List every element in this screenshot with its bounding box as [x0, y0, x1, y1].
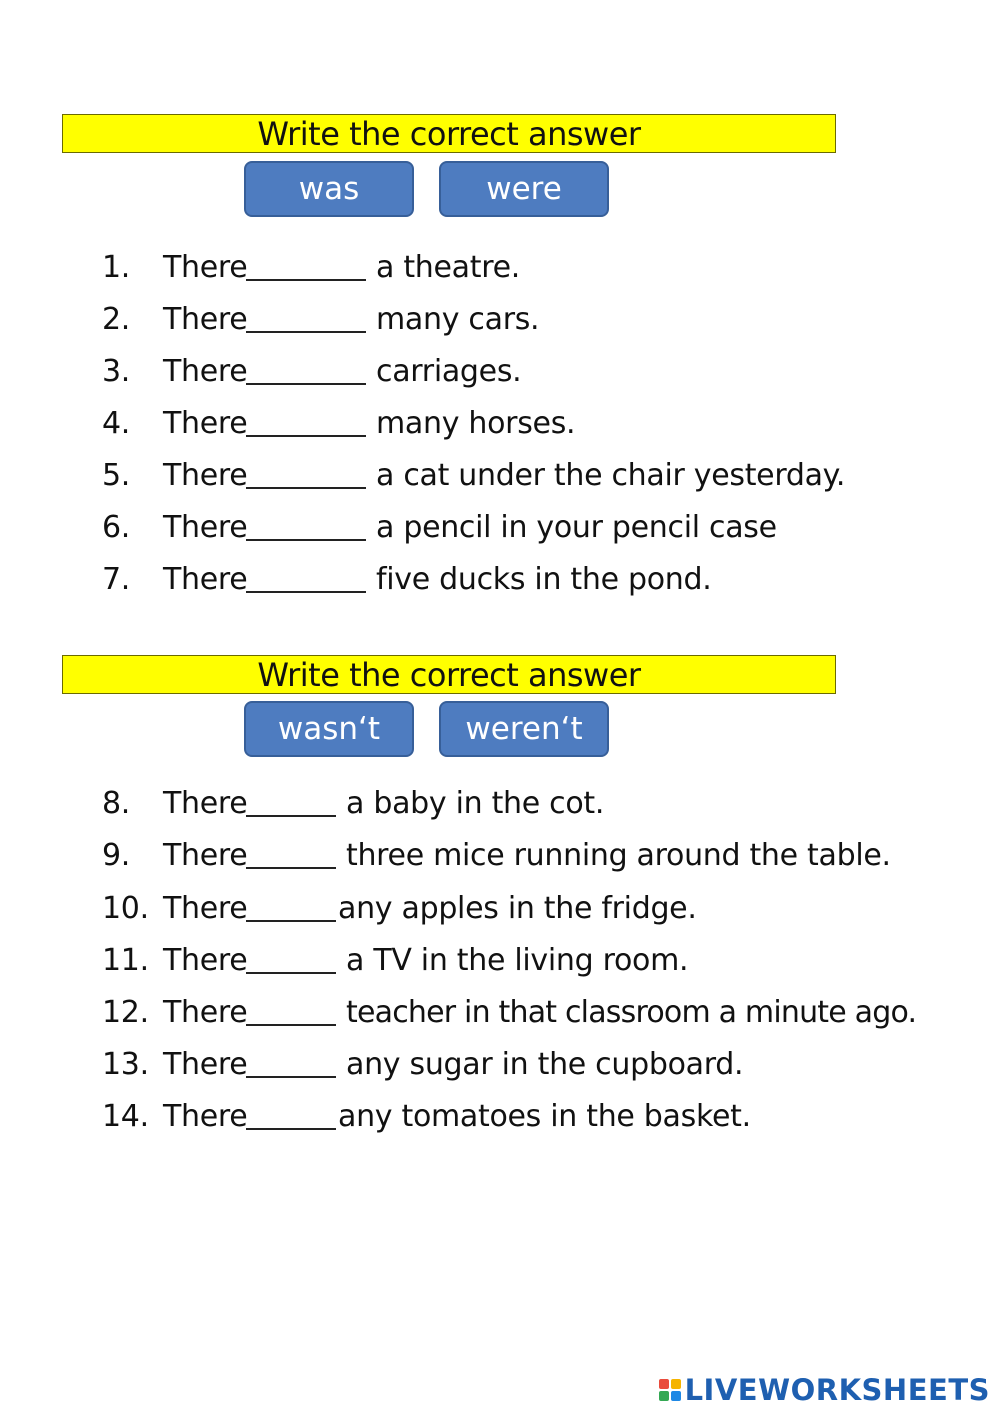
item-start: There [163, 353, 248, 389]
answer-blank[interactable] [246, 461, 366, 489]
logo-square [671, 1379, 681, 1389]
logo-square [659, 1379, 669, 1389]
section1-title: Write the correct answer [62, 114, 836, 153]
answer-blank[interactable] [246, 1050, 336, 1078]
answer-blank[interactable] [246, 1102, 336, 1130]
item-number: 4. [102, 405, 131, 441]
item-number: 10. [102, 890, 149, 926]
item-rest: carriages. [376, 353, 522, 389]
answer-blank[interactable] [246, 305, 366, 333]
option-was-button[interactable]: was [244, 161, 414, 217]
answer-blank[interactable] [246, 357, 366, 385]
answer-blank[interactable] [246, 998, 336, 1026]
answer-blank[interactable] [246, 409, 366, 437]
answer-blank[interactable] [246, 946, 336, 974]
item-number: 13. [102, 1046, 149, 1082]
item-rest: a pencil in your pencil case [376, 509, 777, 545]
liveworksheets-logo[interactable] [659, 1373, 990, 1407]
item-number: 7. [102, 561, 131, 597]
item-rest: any apples in the fridge. [338, 890, 697, 926]
item-number: 12. [102, 994, 149, 1030]
item-rest: three mice running around the table. [346, 837, 891, 873]
item-number: 6. [102, 509, 131, 545]
item-number: 2. [102, 301, 131, 337]
item-number: 9. [102, 837, 131, 873]
item-number: 1. [102, 249, 131, 285]
item-rest: a theatre. [376, 249, 520, 285]
item-start: There [163, 994, 248, 1030]
item-rest: any sugar in the cupboard. [346, 1046, 744, 1082]
item-start: There [163, 509, 248, 545]
item-number: 14. [102, 1098, 149, 1134]
logo-squares-icon [659, 1379, 681, 1401]
item-rest: a cat under the chair yesterday. [376, 457, 846, 493]
item-rest: many horses. [376, 405, 576, 441]
answer-blank[interactable] [246, 253, 366, 281]
item-start: There [163, 837, 248, 873]
item-number: 8. [102, 785, 131, 821]
answer-blank[interactable] [246, 565, 366, 593]
item-rest: a baby in the cot. [346, 785, 605, 821]
logo-square [659, 1391, 669, 1401]
item-start: There [163, 301, 248, 337]
item-number: 3. [102, 353, 131, 389]
item-start: There [163, 1046, 248, 1082]
option-were-button[interactable]: were [439, 161, 609, 217]
item-start: There [163, 890, 248, 926]
item-start: There [163, 561, 248, 597]
item-rest: any tomatoes in the basket. [338, 1098, 751, 1134]
item-rest: five ducks in the pond. [376, 561, 712, 597]
item-start: There [163, 785, 248, 821]
item-start: There [163, 405, 248, 441]
brand-name: LIVEWORKSHEETS [684, 1373, 990, 1407]
option-wasnt-button[interactable]: wasn‘t [244, 701, 414, 757]
answer-blank[interactable] [246, 894, 336, 922]
item-rest: many cars. [376, 301, 540, 337]
section2-title: Write the correct answer [62, 655, 836, 694]
item-rest: a TV in the living room. [346, 942, 689, 978]
item-start: There [163, 249, 248, 285]
answer-blank[interactable] [246, 513, 366, 541]
item-start: There [163, 942, 248, 978]
logo-square [671, 1391, 681, 1401]
answer-blank[interactable] [246, 789, 336, 817]
option-werent-button[interactable]: weren‘t [439, 701, 609, 757]
item-rest: teacher in that classroom a minute ago. [346, 994, 917, 1030]
item-start: There [163, 457, 248, 493]
item-number: 11. [102, 942, 149, 978]
answer-blank[interactable] [246, 841, 336, 869]
item-number: 5. [102, 457, 131, 493]
item-start: There [163, 1098, 248, 1134]
